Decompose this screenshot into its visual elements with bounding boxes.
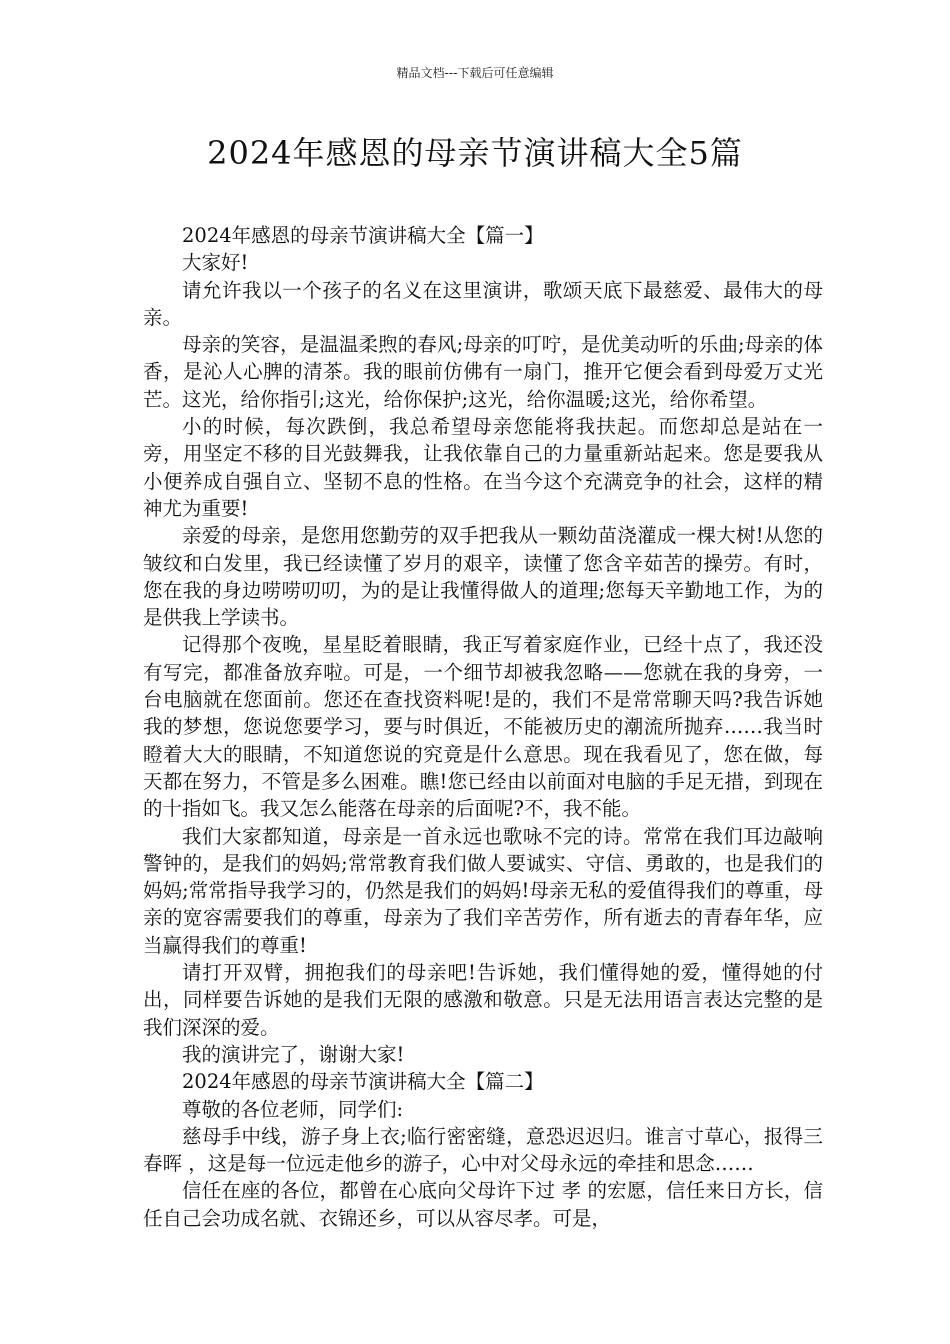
document-title: 2024年感恩的母亲节演讲稿大全5篇 (207, 134, 743, 172)
section-heading: 2024年感恩的母亲节演讲稿大全【篇二】 (182, 1070, 544, 1094)
greeting: 尊敬的各位老师，同学们: (182, 1097, 404, 1121)
greeting: 大家好! (182, 251, 249, 275)
document-body (143, 222, 823, 1232)
paragraph: 慈母手中线，游子身上衣;临行密密缝，意恐迟迟归。谁言寸草心，报得三春晖 ，这是每一位远走他乡的游子，心中对父母永远的牵挂和思念…… (143, 1124, 823, 1176)
paragraph: 母亲的笑容，是温温柔煦的春风;母亲的叮咛，是优美动听的乐曲;母亲的体香，是沁人心脾的清茶。我的眼前仿佛有一扇门，推开它便会看到母爱万丈光芒。这光，给你指引;这光，给你保护;这光，给你温暖;这光，给你希望。 (143, 333, 823, 411)
header-note: 精品文档---下载后可任意编辑 (396, 66, 554, 80)
paragraph: 记得那个夜晚，星星眨着眼睛，我正写着家庭作业，已经十点了，我还没有写完，都准备放弃啦。可是，一个细节却被我忽略——您就在我的身旁，一台电脑就在您面前。您还在查找资料呢!是的，我们不是常常聊天吗?我告诉她我的梦想，您说您要学习，要与时俱近，不能被历史的潮流所抛弃……我当时瞪着大大的眼睛，不知道您说的究竟是什么意思。现在我看见了，您在做，每天都在努力，不管是多么困难。瞧!您已经由以前面对电脑的手足无措，到现在的十指如飞。我又怎么能落在母亲的后面呢?不，我不能。 (143, 633, 823, 821)
section-heading: 2024年感恩的母亲节演讲稿大全【篇一】 (182, 224, 544, 247)
paragraph: 信任在座的各位，都曾在心底向父母许下过 孝 的宏愿，信任来日方长，信任自己会功成名就、衣锦还乡，可以从容尽孝。可是， (143, 1179, 823, 1230)
paragraph: 小的时候，每次跌倒，我总希望母亲您能将我扶起。而您却总是站在一旁，用坚定不移的目光鼓舞我，让我依靠自己的力量重新站起来。您是要我从小便养成自强自立、坚韧不息的性格。在当今这个充满竞争的社会，这样的精神尤为重要! (143, 415, 823, 520)
paragraph: 亲爱的母亲，是您用您勤劳的双手把我从一颗幼苗浇灌成一棵大树!从您的皱纹和白发里，我已经读懂了岁月的艰辛，读懂了您含辛茹苦的操劳。有时，您在我的身边唠唠叨叨，为的是让我懂得做人的道理;您每天辛勤地工作，为的是供我上学读书。 (143, 524, 823, 630)
paragraph: 请打开双臂，拥抱我们的母亲吧!告诉她，我们懂得她的爱，懂得她的付出，同样要告诉她的是我们无限的感激和敬意。只是无法用语言表达完整的是我们深深的爱。 (143, 961, 823, 1039)
paragraph: 请允许我以一个孩子的名义在这里演讲，歌颂天底下最慈爱、最伟大的母亲。 (143, 278, 823, 329)
closing-line: 我的演讲完了，谢谢大家! (182, 1042, 405, 1066)
paragraph: 我们大家都知道，母亲是一首永远也歌咏不完的诗。常常在我们耳边敲响警钟的，是我们的妈妈;常常教育我们做人要诚实、守信、勇敢的，也是我们的妈妈;常常指导我学习的，仍然是我们的妈妈!母亲无私的爱值得我们的尊重，母亲的宽容需要我们的尊重，母亲为了我们辛苦劳作，所有逝去的青春年华，应当赢得我们的尊重! (143, 824, 823, 957)
